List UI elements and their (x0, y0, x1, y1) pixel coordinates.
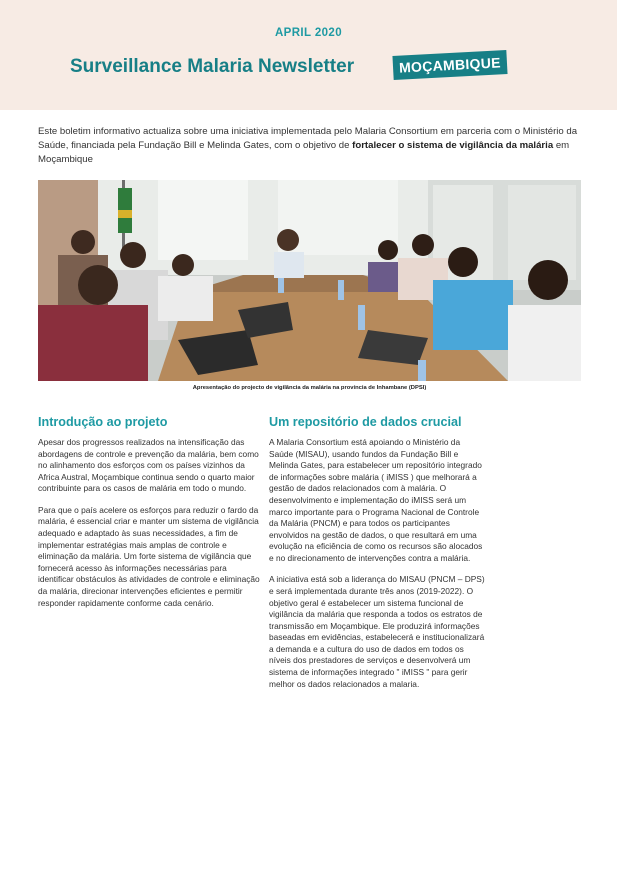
meeting-photo-illustration (38, 180, 581, 381)
country-badge: MOÇAMBIQUE (392, 50, 507, 80)
intro-section-paragraph: Para que o país acelere os esforços para reduzir o fardo da malária, é essencial criar e manter um sistema de vigilância adequado e adaptado às suas necessidades, a fim de implementar estratégias mais amplas de controle e eliminação da malária. Um forte sistema de vigilância que fornecerá acesso às informações necessárias para identificar obstáculos às atividades de controle e eliminação da malária, direcionar intervenções eficientes e permitir responder rapidamente conforme cada cenário. (38, 504, 260, 608)
issue-date: APRIL 2020 (274, 27, 343, 39)
photo-caption: Apresentação do projecto de vigilância da malária na província de Inhambane (DPSI) (192, 385, 427, 391)
intro-text-start: Este boletim informativo actualiza sobre uma iniciativa implementada pelo Malaria Consortium em parceria com o Ministério da Saúde, financiada pela Fundação Bill e Melinda Gates, com o objetivo de (38, 126, 578, 151)
repository-heading: Um repositório de dados crucial (269, 415, 462, 429)
intro-paragraph (38, 125, 583, 167)
meeting-photo (38, 180, 581, 381)
repository-section-paragraph: A iniciativa está sob a liderança do MISAU (PNCM – DPS) e será implementada durante três anos (2019-2022). O objetivo geral é estabelecer um sistema funcional de vigilância da malária que responda a todos os estratos de transmissão em Moçambique. Ele produzirá informações baseadas em evidências, estabelecerá e institucionalizará a demanda e a cultura do uso de dados em todos os níveis dos prestadores de serviços e desenvolverá um sistema de informações integrado " iMISS " para gerir melhor os dados relacionados a malaria. (269, 574, 485, 689)
intro-emphasis: fortalecer o sistema de vigilância da malária (352, 140, 554, 151)
newsletter-header (0, 0, 617, 110)
repository-section-paragraph: A Malaria Consortium está apoiando o Ministério da Saúde (MISAU), usando fundos da Fundação Bill e Melinda Gates, para estabelecer um repositório integrado de informações sobre malária ( iMISS ) que melhorará a gestão de dados relacionados com à malária. O desenvolvimento e implementação do iMISS será um marco importante para o Programa Nacional de Controle da Malária (PNCM) e para todos os participantes envolvidos na gestão de dados, o que resultará em uma evolução na eficiência de como os recursos são alocados e no direcionamento de intervenções contra a malária. (269, 437, 483, 563)
intro-text-end: em Moçambique (38, 140, 570, 165)
intro-section (38, 415, 260, 619)
intro-section-paragraph: Apesar dos progressos realizados na intensificação das abordagens de controle e prevenção da malária, bem como no alinhamento dos esforços com os países vizinhos da Africa Austral, Moçambique continua sendo o quarto maior contribuinte para os casos de malária em todo o mundo. (38, 437, 259, 494)
repository-section (269, 415, 485, 700)
newsletter-title: Surveillance Malaria Newsletter (70, 56, 355, 77)
intro-heading: Introdução ao projeto (38, 415, 168, 429)
